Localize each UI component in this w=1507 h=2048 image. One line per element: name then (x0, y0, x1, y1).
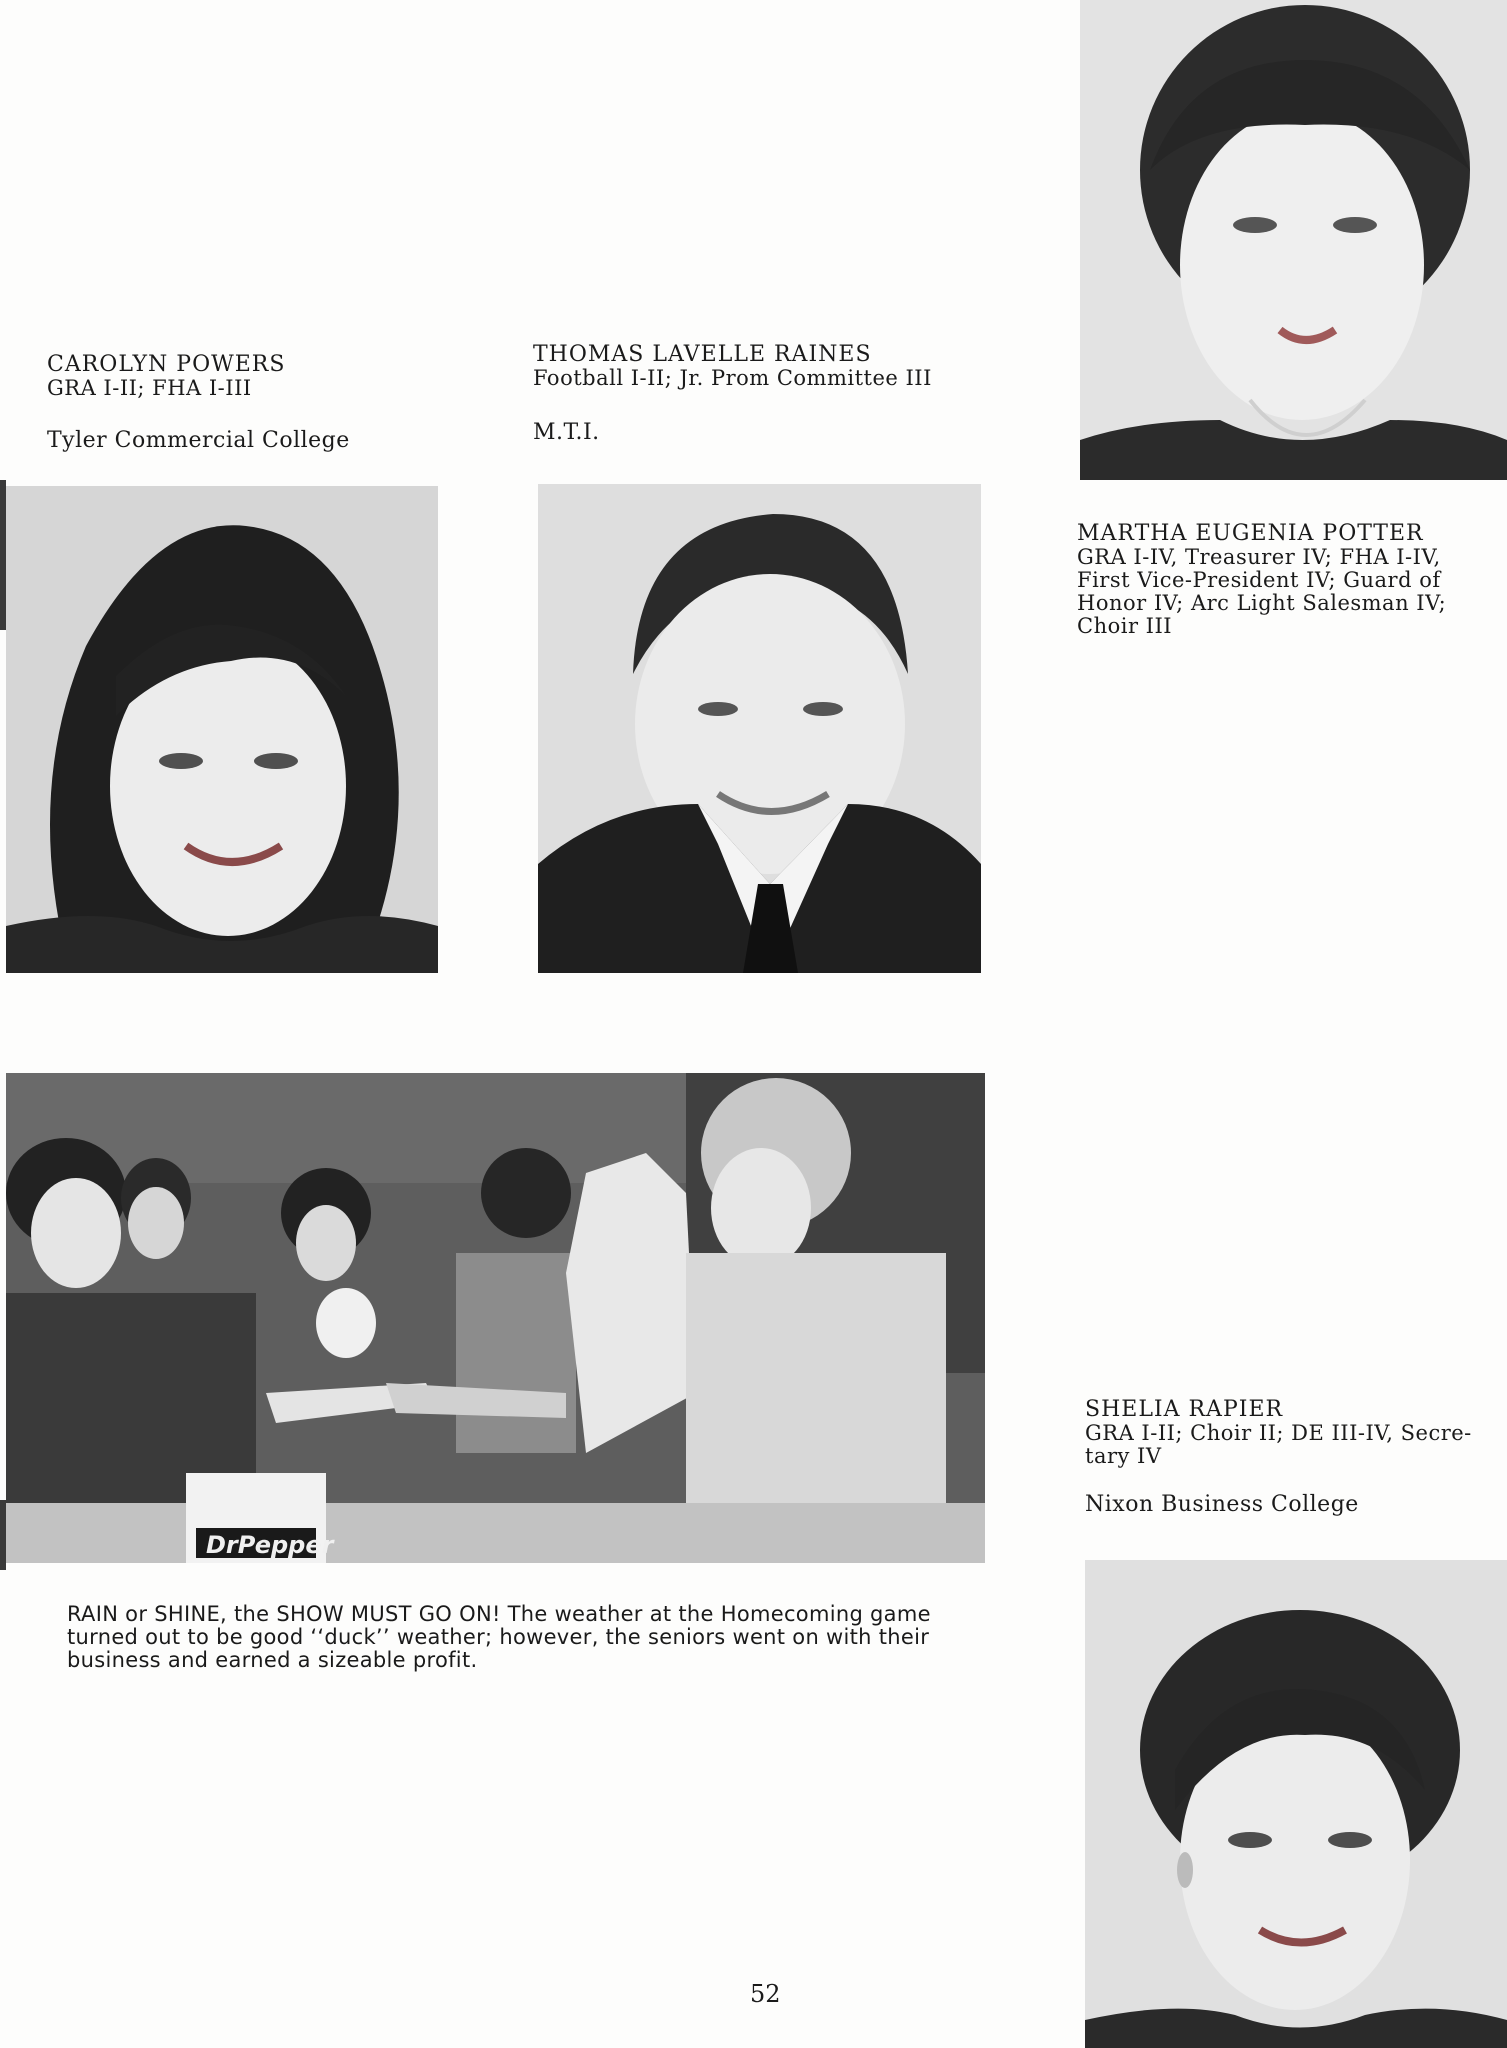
student-entry-shelia (1085, 1398, 1480, 1517)
portrait-shelia-rapier (1085, 1560, 1507, 2048)
student-name: CAROLYN POWERS (47, 352, 286, 377)
portrait-carolyn-powers (6, 486, 438, 973)
student-activities-line: First Vice-President IV; Guard of (1077, 568, 1441, 592)
student-activities-line: GRA I-IV, Treasurer IV; FHA I-IV, (1077, 545, 1441, 569)
student-name: SHELIA RAPIER (1085, 1397, 1284, 1422)
student-name: MARTHA EUGENIA POTTER (1077, 521, 1424, 546)
page-number: 52 (750, 1980, 781, 2008)
student-activities: Football I-II; Jr. Prom Committee III (533, 366, 932, 390)
student-entry-thomas (533, 343, 1013, 445)
student-entry-carolyn (47, 353, 427, 453)
student-future: Nixon Business College (1085, 1492, 1359, 1517)
photo-caption (67, 1603, 985, 1672)
student-future: Tyler Commercial College (47, 428, 350, 453)
caption-line: RAIN or SHINE, the SHOW MUST GO ON! The weather at the Homecoming game (67, 1602, 931, 1626)
caption-line: business and earned a sizeable profit. (67, 1648, 478, 1672)
student-activities: GRA I-II; FHA I-III (47, 376, 252, 400)
student-activities-line: GRA I-II; Choir II; DE III-IV, Secre- (1085, 1421, 1472, 1445)
portrait-martha-potter (1080, 0, 1507, 480)
portrait-thomas-raines (538, 484, 981, 973)
student-name: THOMAS LAVELLE RAINES (533, 342, 872, 367)
student-activities-line: Choir III (1077, 614, 1173, 638)
student-activities-line: tary IV (1085, 1444, 1162, 1468)
group-photo-sign: DrPepper (206, 1531, 334, 1559)
student-future: M.T.I. (533, 420, 600, 445)
student-activities-line: Honor IV; Arc Light Salesman IV; (1077, 591, 1447, 615)
group-photo-homecoming-stand (6, 1073, 985, 1563)
caption-line: turned out to be good ‘‘duck’’ weather; however, the seniors went on with their (67, 1625, 930, 1649)
student-entry-martha (1077, 522, 1472, 638)
